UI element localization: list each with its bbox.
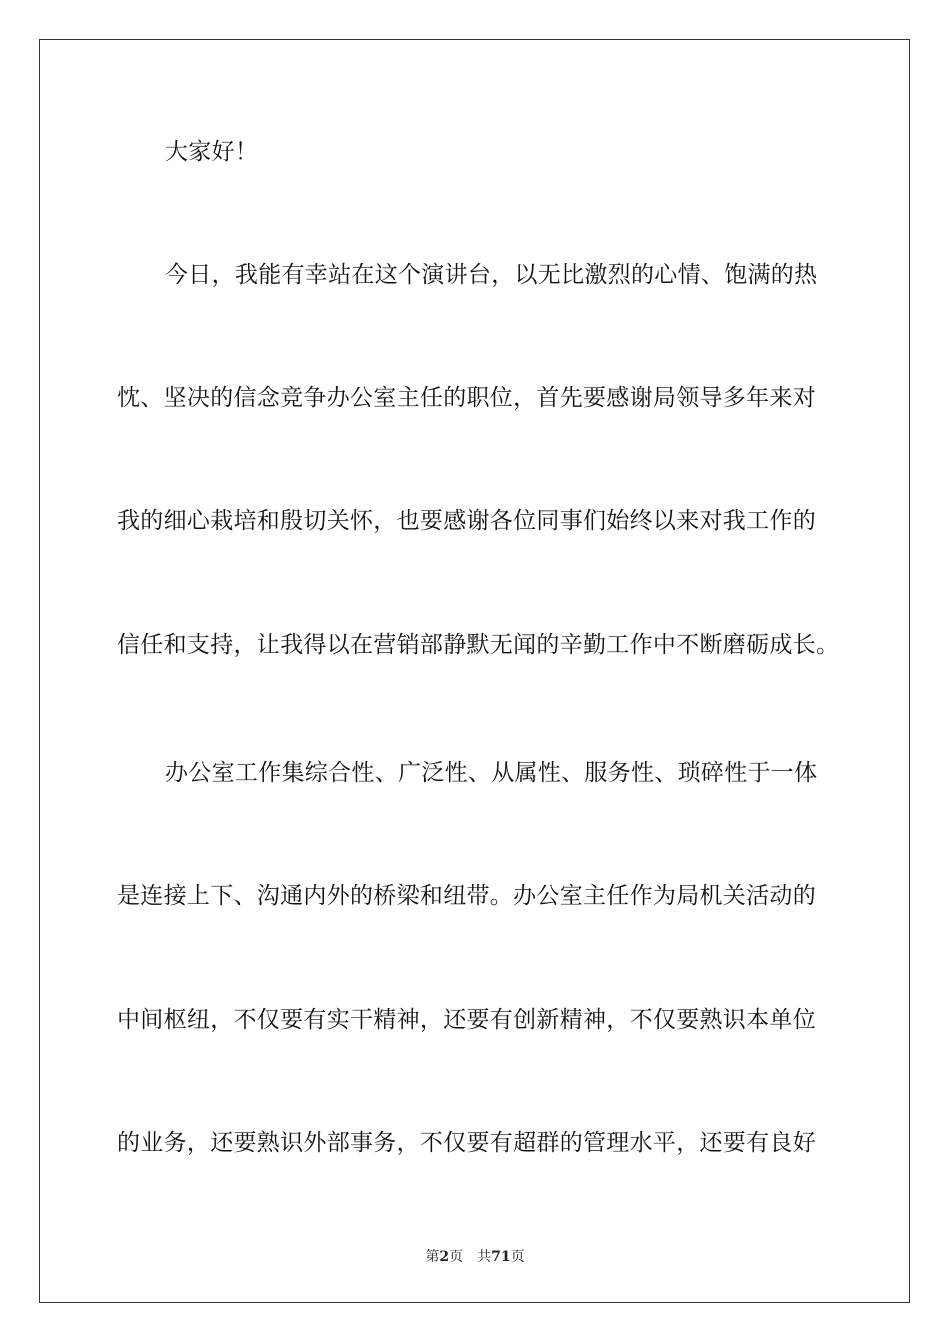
greeting-line: 大家好！ <box>165 139 259 165</box>
paragraph-line: 信任和支持，让我得以在营销部静默无闻的辛勤工作中不断磨砺成长。 <box>117 632 840 658</box>
paragraph-line: 今日，我能有幸站在这个演讲台，以无比激烈的心情、饱满的热 <box>165 262 818 288</box>
current-page-number: 2 <box>439 1249 450 1265</box>
paragraph-line: 是连接上下、沟通内外的桥梁和纽带。办公室主任作为局机关活动的 <box>117 883 816 909</box>
total-pages-suffix: 页 <box>510 1249 525 1265</box>
total-pages-number: 71 <box>491 1249 511 1265</box>
paragraph-line: 办公室工作集综合性、广泛性、从属性、服务性、琐碎性于一体 <box>165 760 818 786</box>
total-pages-prefix: 共 <box>477 1249 492 1265</box>
paragraph-line: 中间枢纽，不仅要有实干精神，还要有创新精神，不仅要熟识本单位 <box>117 1007 816 1033</box>
page-number-suffix: 页 <box>449 1249 464 1265</box>
page-border <box>39 39 910 1303</box>
page-number-prefix: 第 <box>425 1249 440 1265</box>
page-footer <box>0 1248 950 1266</box>
paragraph-line: 忱、坚决的信念竞争办公室主任的职位，首先要感谢局领导多年来对 <box>117 385 816 411</box>
paragraph-line: 我的细心栽培和殷切关怀，也要感谢各位同事们始终以来对我工作的 <box>117 508 816 534</box>
paragraph-line: 的业务，还要熟识外部事务，不仅要有超群的管理水平，还要有良好 <box>117 1130 816 1156</box>
